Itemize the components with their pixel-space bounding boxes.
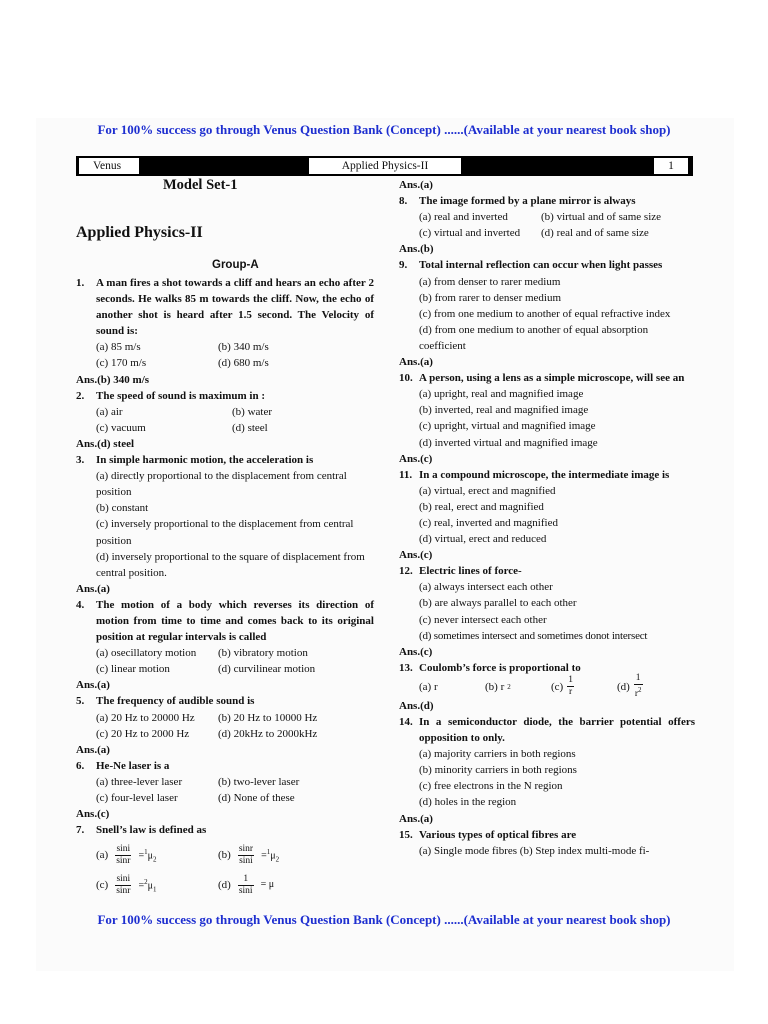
option-a: (a) directly proportional to the displacement from central position: [96, 470, 347, 499]
option-b: (b) $\frac{\sin r}{\sin i}$ $=^1\mu_2$: [218, 843, 280, 866]
question-15: 15. Various types of optical fibres are: [399, 828, 577, 841]
promo-banner-top: For 100% success go through Venus Question Bank (Concept) ......(Available at your nearest book shop): [97, 122, 671, 137]
question-text: Electric lines of force-: [419, 565, 522, 578]
answer: Ans.(a): [76, 679, 110, 692]
option-d: (d) inversely proportional to the square of displacement from central position.: [96, 550, 365, 579]
question-text: A man fires a shot towards a cliff and hears an echo after 2 seconds. He walks 85 m towards the cliff. Now, the echo of another shot is heard after 1.5 second. The Velocity of sound is:: [96, 277, 374, 338]
answer: Ans.(a): [399, 179, 433, 191]
option-d: (d) inverted virtual and magnified image: [419, 436, 598, 449]
options-row: [76, 774, 374, 790]
question-11: 11. In a compound microscope, the intermediate image is: [399, 468, 670, 481]
question-6: 6. He-Ne laser is a: [76, 759, 170, 772]
option-c: (c) $\frac{1}{r}$: [551, 675, 573, 698]
option-b: (b) two-lever laser: [218, 775, 300, 788]
option-c: (c) 20 Hz to 2000 Hz: [96, 727, 190, 740]
option-d: (d) None of these: [218, 792, 295, 804]
question-3: 3. In simple harmonic motion, the acceleration is: [76, 454, 314, 467]
option-c: (c) never intersect each other: [419, 613, 547, 626]
answer: Ans.(a): [76, 582, 110, 595]
formula-row: [76, 870, 374, 900]
question-1: 1. A man fires a shot towards a cliff and hears an echo after 2 seconds. He walks 85 m towards the cliff. Now, the echo of another shot is heard after 1.5 second. The Velocity of sound is:: [76, 277, 374, 338]
option-a: (a) 20 Hz to 20000 Hz: [96, 711, 195, 724]
option-d: (d) curvilinear motion: [218, 663, 316, 676]
option-a: (a) osecillatory motion: [96, 647, 197, 660]
option-a: (a) air: [96, 405, 123, 418]
question-text: A person, using a lens as a simple microscope, will see an: [419, 372, 685, 385]
options-row: [399, 225, 695, 241]
option-a: (a) 85 m/s: [96, 341, 141, 354]
option-d: (d) steel: [232, 421, 268, 434]
right-column: [399, 177, 695, 859]
option-d: (d) from one medium to another of equal absorption coefficient: [419, 323, 649, 352]
question-13: 13. Coulomb’s force is proportional to: [399, 661, 581, 674]
header-page-number: 1: [654, 158, 688, 174]
options-row: [76, 420, 374, 436]
mu-expression: $=^1\mu_2$: [261, 847, 280, 863]
option-d: (d) 680 m/s: [218, 357, 269, 370]
options-row: [76, 710, 374, 726]
option-b: (b) real, erect and magnified: [419, 500, 544, 513]
option-d: (d) $\frac{1}{r^2}$: [617, 673, 642, 700]
options-row: [76, 661, 374, 677]
option-a: (a) $\frac{\sin i}{\sin r}$ $=^1\mu_2$: [96, 843, 157, 866]
header-publisher: Venus: [79, 158, 139, 174]
option-c: (c) vacuum: [96, 421, 146, 434]
mu-expression: = μ: [260, 879, 275, 891]
question-4: 4. The motion of a body which reverses its direction of motion from time to time and comes back to its original position at regular intervals is called: [76, 598, 374, 644]
question-text: Coulomb’s force is proportional to: [419, 661, 581, 674]
option-b: (b) minority carriers in both regions: [419, 764, 577, 777]
option-b: (b) inverted, real and magnified image: [419, 404, 589, 417]
option-a: (a) always intersect each other: [419, 581, 553, 594]
option-a: (a) virtual, erect and magnified: [419, 484, 556, 497]
fraction: $\frac{1}{r}$: [568, 675, 573, 698]
option-c: (c) $\frac{\sin i}{\sin r}$ $=^2\mu_1$: [96, 873, 157, 896]
option-a: (a) from denser to rarer medium: [419, 275, 561, 288]
answer: Ans.(a): [76, 743, 110, 756]
question-text: The motion of a body which reverses its direction of motion from time to time and comes back to its original position at regular intervals is called: [96, 598, 374, 644]
mu-expression: $=^1\mu_2$: [138, 847, 157, 863]
options-row: [76, 790, 374, 806]
option-b: (b) 340 m/s: [218, 341, 269, 354]
option-a: (a) three-lever laser: [96, 775, 183, 788]
question-text: Total internal reflection can occur when light passes: [419, 259, 663, 272]
mu-expression: $=^2\mu_1$: [138, 877, 157, 893]
question-text: In simple harmonic motion, the acceleration is: [96, 454, 314, 467]
fraction: $\frac{1}{\sin i}$: [238, 873, 253, 896]
option-d: (d) $\frac{1}{\sin i}$ = μ: [218, 873, 275, 896]
question-text: The speed of sound is maximum in :: [96, 389, 266, 402]
answer: Ans.(c): [76, 808, 110, 821]
answer: Ans.(c): [399, 549, 433, 562]
option-d: (d) sometimes intersect and sometimes donot intersect: [419, 629, 648, 642]
option-c: (c) free electrons in the N region: [419, 780, 563, 793]
question-8: 8. The image formed by a plane mirror is always: [399, 195, 636, 208]
question-text: The image formed by a plane mirror is always: [419, 195, 636, 208]
answer: Ans.(b) 340 m/s: [76, 373, 150, 386]
options-row: [76, 339, 374, 355]
fraction: $\frac{\sin r}{\sin i}$: [238, 843, 254, 866]
option-c: (c) four-level laser: [96, 792, 178, 804]
option-b: (b) from rarer to denser medium: [419, 291, 562, 304]
options-row: [76, 355, 374, 371]
option-a: (a) real and inverted: [419, 211, 508, 224]
option-b: (b) constant: [96, 502, 149, 515]
option-c: (c) inversely proportional to the displacement from central position: [96, 518, 354, 547]
option-d: (d) real and of same size: [541, 227, 649, 240]
option-c: (c) from one medium to another of equal refractive index: [419, 307, 671, 320]
options-row: [76, 404, 374, 420]
answer: Ans.(b): [399, 243, 434, 256]
option-d: (d) 20kHz to 2000kHz: [218, 727, 318, 740]
option-a: (a) upright, real and magnified image: [419, 388, 584, 401]
option-b: (b) r 2: [485, 680, 511, 693]
answer: Ans.(a): [399, 356, 433, 369]
fraction: $\frac{1}{r^2}$: [634, 673, 642, 700]
question-text: In a semiconductor diode, the barrier potential offers opposition to only.: [419, 716, 695, 745]
question-text: He-Ne laser is a: [96, 759, 170, 772]
group-heading: Group-A: [212, 259, 259, 271]
option-c: (c) virtual and inverted: [419, 227, 521, 240]
options-row: [76, 726, 374, 742]
option-ab: (a) Single mode fibres (b) Step index multi-mode fi-: [419, 844, 650, 857]
option-a: (a) r: [419, 680, 438, 693]
page-header-bar: [76, 156, 693, 176]
question-14: 14. In a semiconductor diode, the barrier potential offers opposition to only.: [399, 716, 695, 745]
question-text: The frequency of audible sound is: [96, 695, 255, 708]
option-b: (b) vibratory motion: [218, 647, 308, 660]
fraction: $\frac{\sin i}{\sin r}$: [116, 873, 131, 896]
answer: Ans.(d): [399, 699, 434, 712]
left-column: [76, 275, 374, 900]
question-7: 7. Snell’s law is defined as: [76, 824, 207, 837]
option-c: (c) linear motion: [96, 663, 170, 676]
option-a: (a) majority carriers in both regions: [419, 748, 576, 761]
options-row: [76, 645, 374, 661]
subject-title: Applied Physics-II: [76, 224, 203, 241]
option-c: (c) upright, virtual and magnified image: [419, 420, 596, 433]
question-text: Various types of optical fibres are: [419, 828, 577, 841]
option-d: (d) virtual, erect and reduced: [419, 533, 547, 546]
question-10: 10. A person, using a lens as a simple microscope, will see an: [399, 372, 685, 385]
options-row: [399, 209, 695, 225]
question-9: 9. Total internal reflection can occur when light passes: [399, 259, 663, 272]
answer: Ans.(c): [399, 645, 433, 658]
option-b: (b) are always parallel to each other: [419, 597, 577, 610]
answer: Ans.(a): [399, 812, 433, 825]
question-12: 12. Electric lines of force-: [399, 565, 522, 578]
question-text: Snell’s law is defined as: [96, 824, 207, 837]
option-c: (c) 170 m/s: [96, 357, 147, 370]
options-row: [399, 673, 695, 700]
option-b: (b) water: [232, 405, 273, 418]
formula-row: [76, 840, 374, 870]
question-5: 5. The frequency of audible sound is: [76, 695, 255, 708]
header-subject: Applied Physics-II: [309, 158, 461, 174]
fraction: $\frac{\sin i}{\sin r}$: [116, 843, 131, 866]
question-2: 2. The speed of sound is maximum in :: [76, 389, 266, 402]
option-b: (b) virtual and of same size: [541, 211, 662, 224]
answer: Ans.(c): [399, 452, 433, 465]
option-c: (c) real, inverted and magnified: [419, 516, 558, 529]
option-b: (b) 20 Hz to 10000 Hz: [218, 711, 318, 724]
answer: Ans.(d) steel: [76, 437, 135, 450]
option-d: (d) holes in the region: [419, 796, 517, 809]
question-text: In a compound microscope, the intermediate image is: [419, 468, 670, 481]
promo-banner-bottom: For 100% success go through Venus Question Bank (Concept) ......(Available at your nearest book shop): [97, 912, 671, 927]
model-set-title: Model Set-1: [163, 177, 238, 193]
